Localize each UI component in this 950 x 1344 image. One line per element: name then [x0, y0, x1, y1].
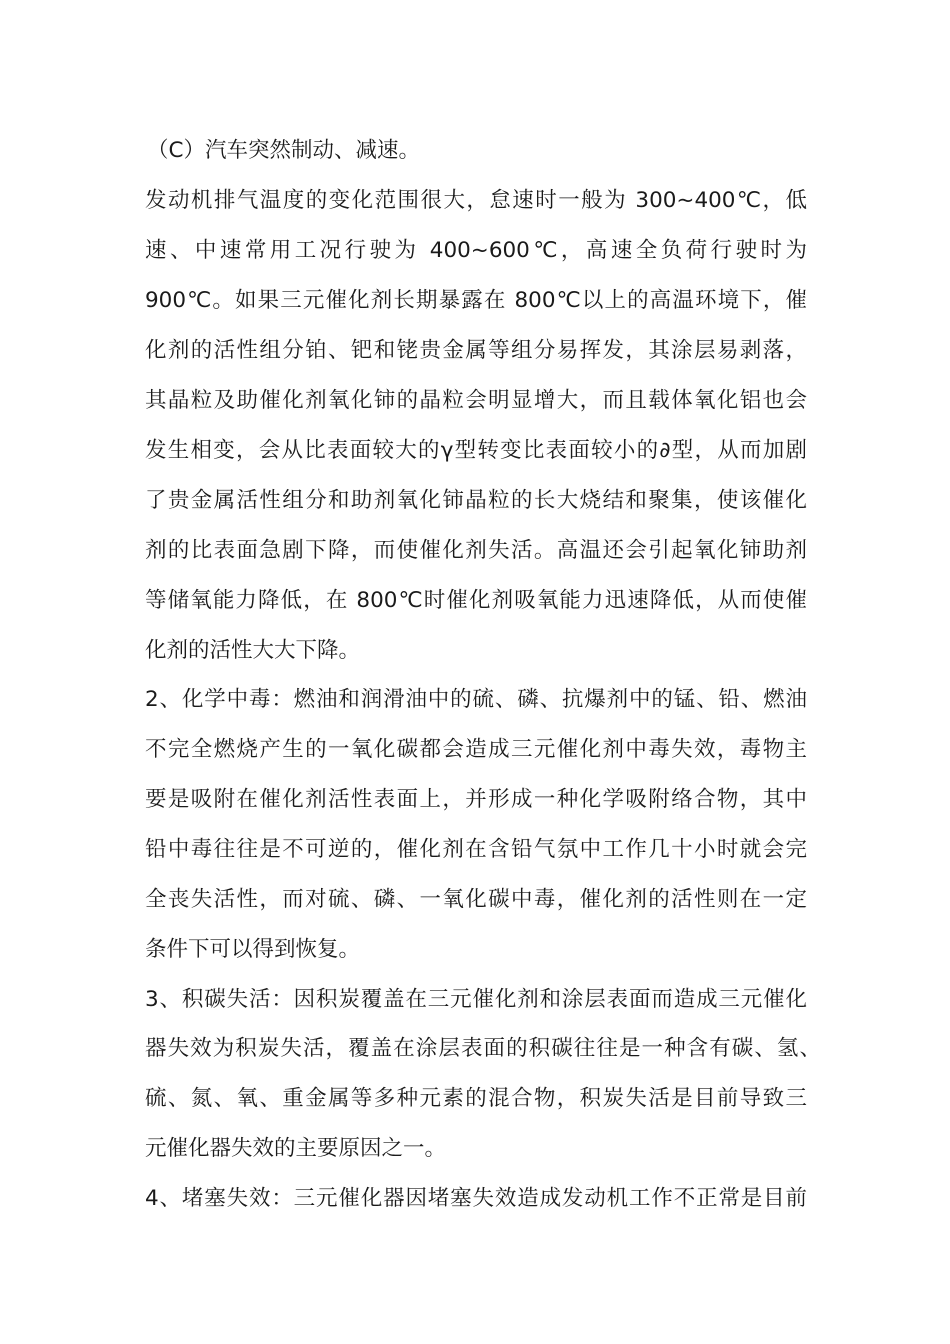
text-line-20: 硫、氮、氧、重金属等多种元素的混合物，积炭失活是目前导致三 — [145, 1086, 807, 1111]
text-line-8: 了贵金属活性组分和助剂氧化铈晶粒的长大烧结和聚集，使该催化 — [145, 488, 807, 513]
text-line-18: 3、积碳失活：因积炭覆盖在三元催化剂和涂层表面而造成三元催化 — [145, 987, 807, 1012]
text-line-6: 其晶粒及助催化剂氧化铈的晶粒会明显增大，而且载体氧化铝也会 — [145, 388, 807, 413]
text-line-21: 元催化器失效的主要原因之一。 — [145, 1136, 447, 1161]
text-line-2: 发动机排气温度的变化范围很大，怠速时一般为 300~400℃，低 — [145, 188, 807, 213]
text-line-14: 要是吸附在催化剂活性表面上，并形成一种化学吸附络合物，其中 — [145, 787, 807, 812]
text-line-16: 全丧失活性，而对硫、磷、一氧化碳中毒，催化剂的活性则在一定 — [145, 887, 807, 912]
text-line-1: （C）汽车突然制动、减速。 — [147, 138, 421, 163]
text-line-9: 剂的比表面急剧下降，而使催化剂失活。高温还会引起氧化铈助剂 — [145, 538, 807, 563]
text-line-12: 2、化学中毒：燃油和润滑油中的硫、磷、抗爆剂中的锰、铅、燃油 — [145, 687, 807, 712]
text-line-4: 900℃。如果三元催化剂长期暴露在 800℃以上的高温环境下，催 — [145, 288, 807, 313]
text-line-11: 化剂的活性大大下降。 — [145, 638, 361, 663]
text-line-22: 4、堵塞失效：三元催化器因堵塞失效造成发动机工作不正常是目前 — [145, 1186, 807, 1211]
text-line-7: 发生相变，会从比表面较大的γ型转变比表面较小的∂型，从而加剧 — [145, 438, 807, 463]
text-line-17: 条件下可以得到恢复。 — [145, 937, 361, 962]
text-line-5: 化剂的活性组分铂、钯和铑贵金属等组分易挥发，其涂层易剥落， — [145, 338, 807, 363]
text-line-13: 不完全燃烧产生的一氧化碳都会造成三元催化剂中毒失效，毒物主 — [145, 737, 807, 762]
text-line-19: 器失效为积炭失活，覆盖在涂层表面的积碳往往是一种含有碳、氢、 — [145, 1036, 821, 1061]
text-line-15: 铅中毒往往是不可逆的，催化剂在含铅气氛中工作几十小时就会完 — [145, 837, 807, 862]
text-line-10: 等储氧能力降低，在 800℃时催化剂吸氧能力迅速降低，从而使催 — [145, 588, 807, 613]
text-line-3: 速、中速常用工况行驶为 400~600℃，高速全负荷行驶时为 — [145, 238, 807, 263]
